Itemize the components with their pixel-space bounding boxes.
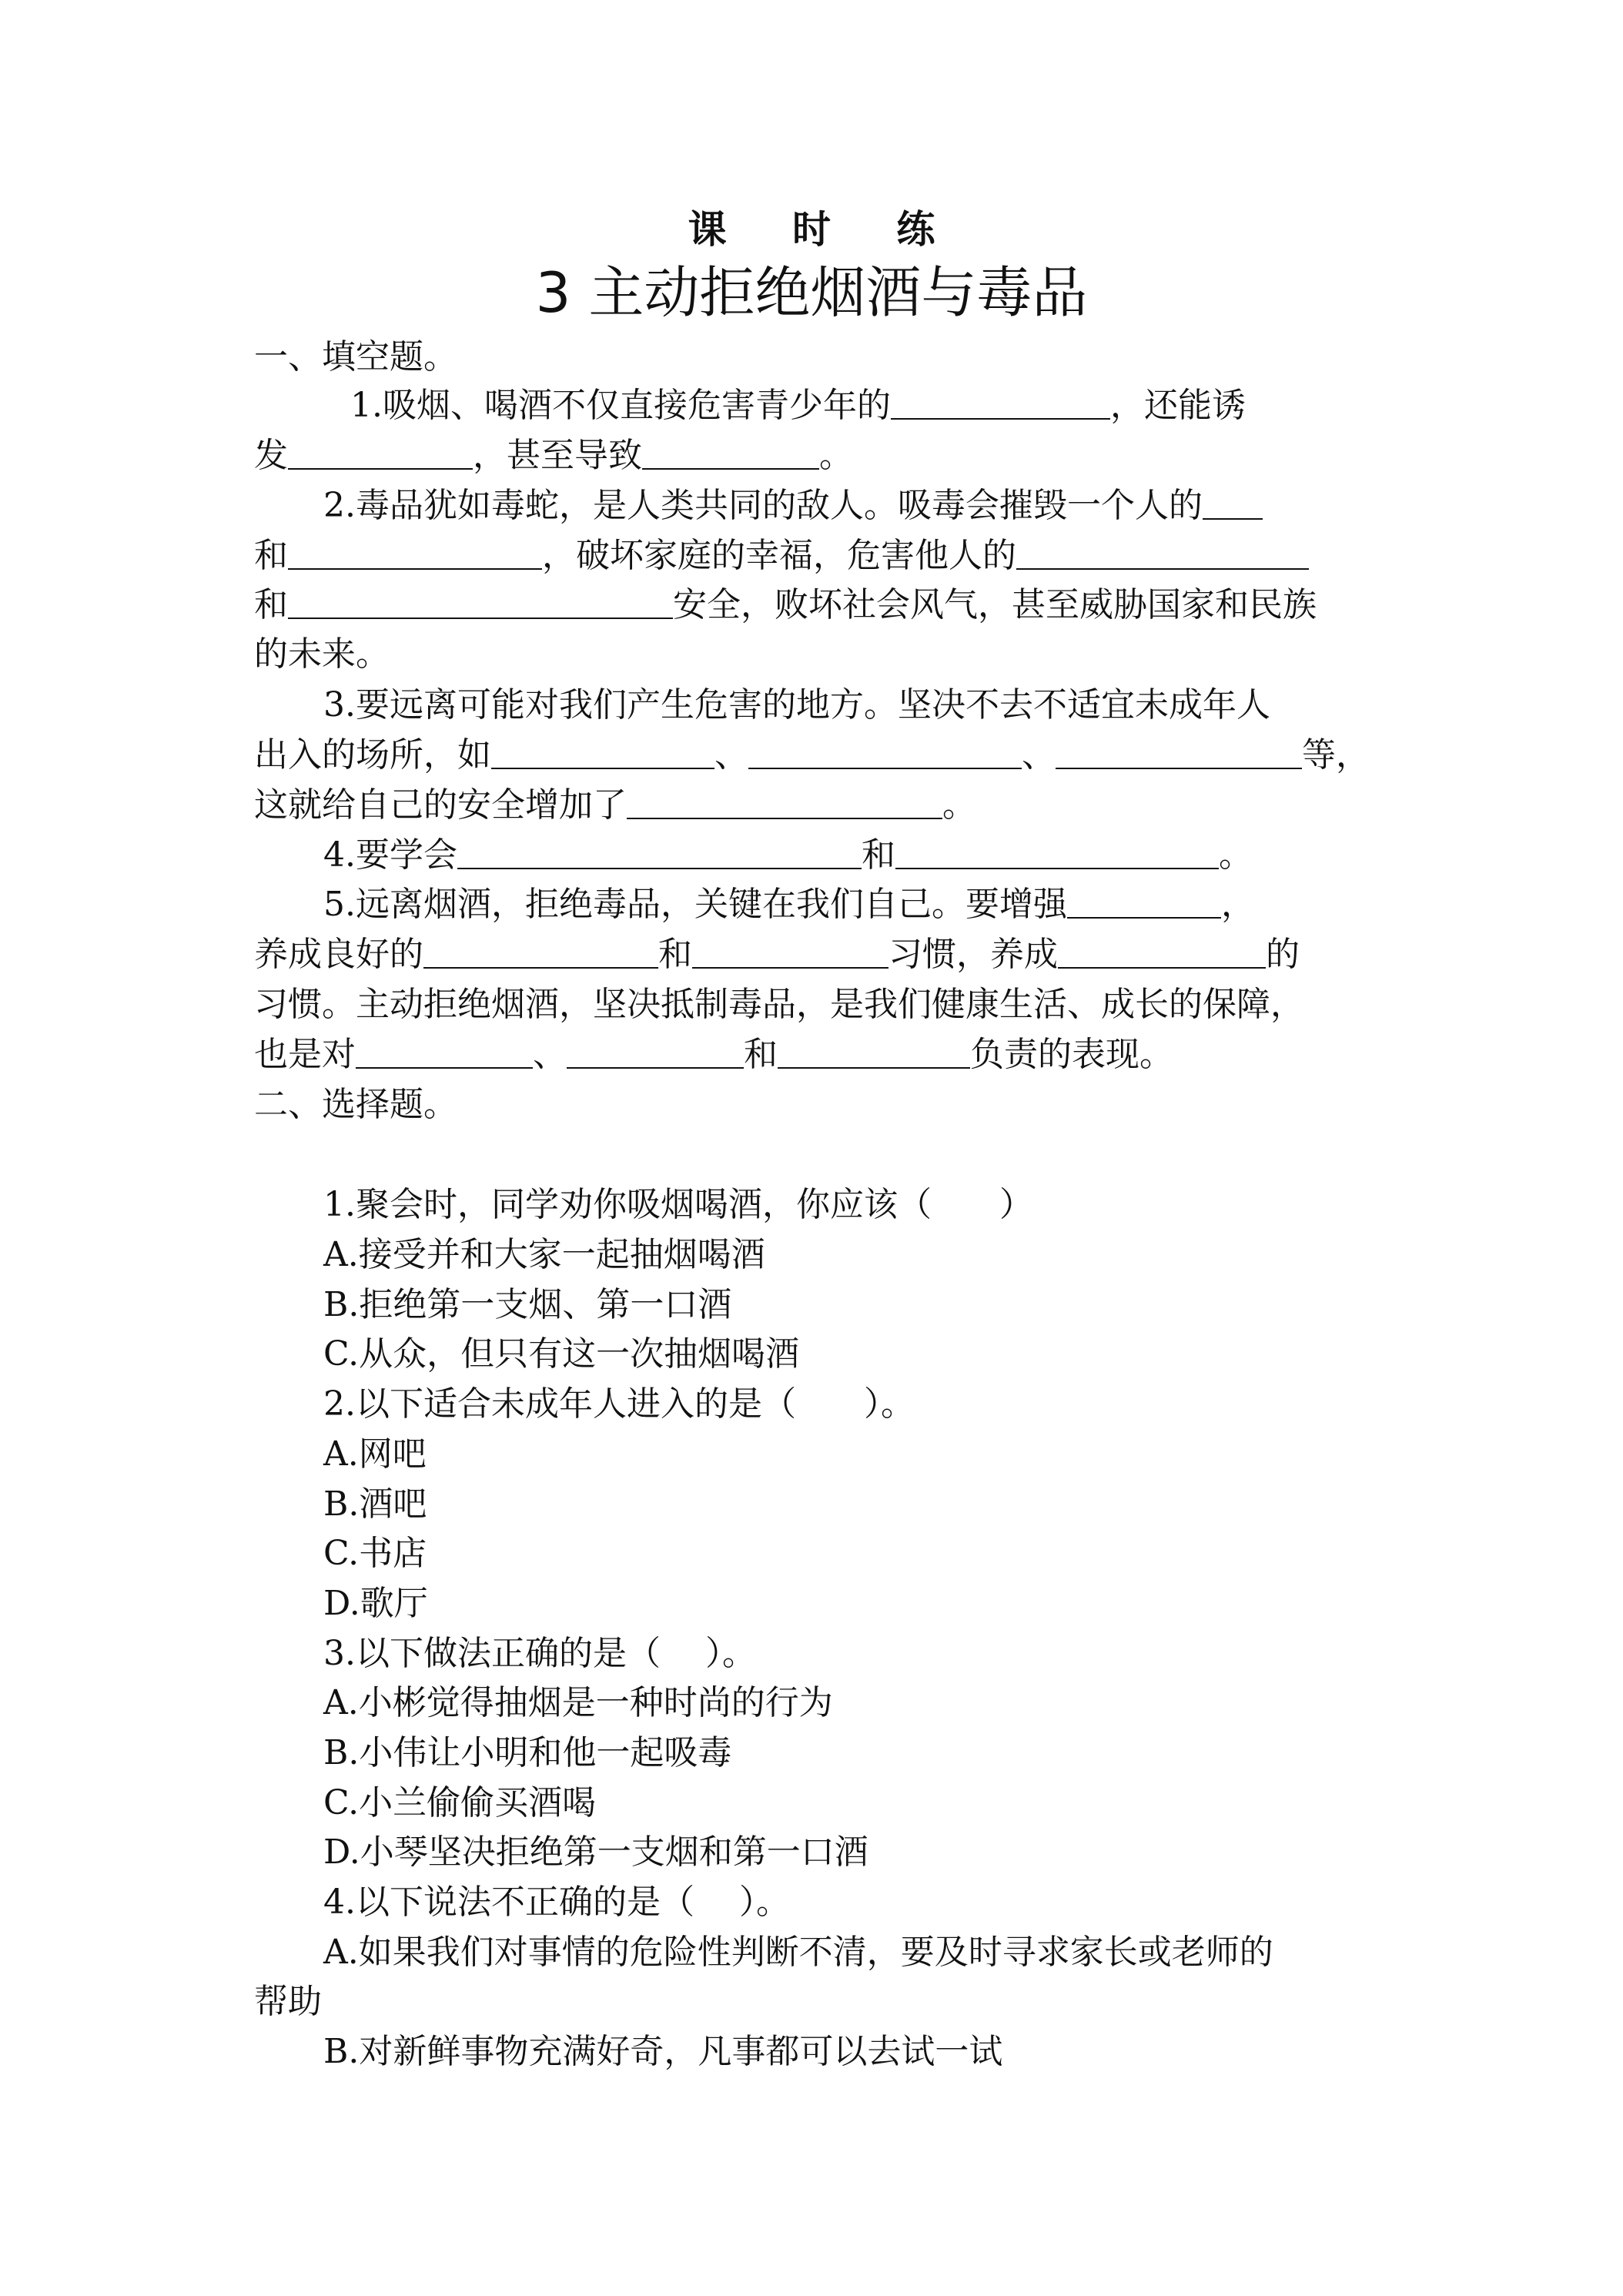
q2-line2: 和 ，破坏家庭的幸福，危害他人的 (254, 531, 1309, 581)
mc-q4-option-a-cont[interactable]: 帮助 (254, 1982, 322, 2021)
q5-blank-7[interactable] (778, 1033, 970, 1069)
q2-line3: 和 安全，败坏社会风气，甚至威胁国家和民族 (254, 585, 1317, 624)
q5-blank-1[interactable] (1067, 883, 1221, 919)
mc-q1-option-b[interactable]: B.拒绝第一支烟、第一口酒 (323, 1285, 732, 1324)
q3-line1: 3.要远离可能对我们产生危害的地方。坚决不去不适宜未成年人 (323, 685, 1270, 725)
q1-line1: 1.吸烟、喝酒不仅直接危害青少年的 ，还能诱 (350, 386, 1246, 425)
mc-q4-option-b[interactable]: B.对新鲜事物充满好奇，凡事都可以去试一试 (323, 2032, 1003, 2071)
q1-blank-3[interactable] (642, 434, 819, 470)
q2-blank-2[interactable] (288, 534, 542, 570)
q3-blank-4[interactable] (627, 784, 942, 819)
mc-q3-option-b[interactable]: B.小伟让小明和他一起吸毒 (323, 1733, 732, 1772)
q5-blank-2[interactable] (423, 933, 658, 969)
q3-blank-3[interactable] (1056, 734, 1302, 769)
q5-line3: 习惯。主动拒绝烟酒，坚决抵制毒品，是我们健康生活、成长的保障， (254, 985, 1304, 1024)
q2-line4: 的未来。 (254, 634, 390, 674)
mc-q3-option-c[interactable]: C.小兰偷偷买酒喝 (323, 1783, 597, 1822)
mc-q3-option-a[interactable]: A.小彬觉得抽烟是一种时尚的行为 (323, 1683, 833, 1722)
mc-q2-option-b[interactable]: B.酒吧 (323, 1484, 427, 1524)
q1-blank-1[interactable] (891, 384, 1110, 420)
mc-q1-option-c[interactable]: C.从众，但只有这一次抽烟喝酒 (323, 1334, 800, 1374)
mc-q2-stem: 2.以下适合未成年人进入的是（ ）。 (323, 1384, 915, 1424)
q5-line1: 5.远离烟酒，拒绝毒品，关键在我们自己。要增强 ， (323, 885, 1255, 924)
q5-blank-4[interactable] (1058, 933, 1266, 969)
q4-blank-2[interactable] (895, 834, 1219, 869)
q2-blank-4[interactable] (288, 584, 673, 619)
mc-q2-option-c[interactable]: C.书店 (323, 1534, 427, 1573)
mc-q1-option-a[interactable]: A.接受并和大家一起抽烟喝酒 (323, 1235, 765, 1274)
q2-line1: 2.毒品犹如毒蛇，是人类共同的敌人。吸毒会摧毁一个人的 (323, 481, 1263, 530)
mc-q4-option-a[interactable]: A.如果我们对事情的危险性判断不清，要及时寻求家长或老师的 (323, 1933, 1273, 1972)
mc-q1-stem: 1.聚会时，同学劝你吸烟喝酒，你应该（ ） (323, 1185, 1033, 1224)
q5-blank-5[interactable] (356, 1033, 533, 1069)
q4-line1: 4.要学会 和 。 (323, 835, 1253, 875)
mc-q3-option-d[interactable]: D.小琴坚决拒绝第一支烟和第一口酒 (323, 1832, 868, 1872)
q5-line2: 养成良好的 和 习惯，养成 的 (254, 935, 1300, 974)
q2-blank-3[interactable] (1016, 534, 1309, 570)
q2-blank-1[interactable] (1203, 484, 1263, 520)
section2-heading: 二、选择题。 (254, 1085, 457, 1124)
q1-line2: 发 ，甚至导致 。 (254, 436, 853, 475)
q5-blank-6[interactable] (567, 1033, 744, 1069)
q5-blank-3[interactable] (692, 933, 888, 969)
q3-blank-2[interactable] (748, 734, 1022, 769)
mc-q2-option-a[interactable]: A.网吧 (323, 1434, 427, 1474)
mc-q3-stem: 3.以下做法正确的是（ ）。 (323, 1634, 756, 1673)
section1-heading: 一、填空题。 (254, 337, 457, 377)
q3-line3: 这就给自己的安全增加了 。 (254, 785, 976, 825)
worksheet-title: 3 主动拒绝烟酒与毒品 (535, 260, 1088, 325)
mc-q4-stem: 4.以下说法不正确的是（ ）。 (323, 1883, 790, 1922)
q4-blank-1[interactable] (457, 834, 862, 869)
q3-blank-1[interactable] (491, 734, 714, 769)
mc-q2-option-d[interactable]: D.歌厅 (323, 1584, 428, 1623)
q1-blank-2[interactable] (288, 434, 473, 470)
q5-line4: 也是对 、 和 负责的表现。 (254, 1035, 1173, 1074)
worksheet-subtitle: 课 时 练 (688, 207, 962, 252)
q3-line2: 出入的场所，如 、 、 等， (254, 735, 1370, 775)
